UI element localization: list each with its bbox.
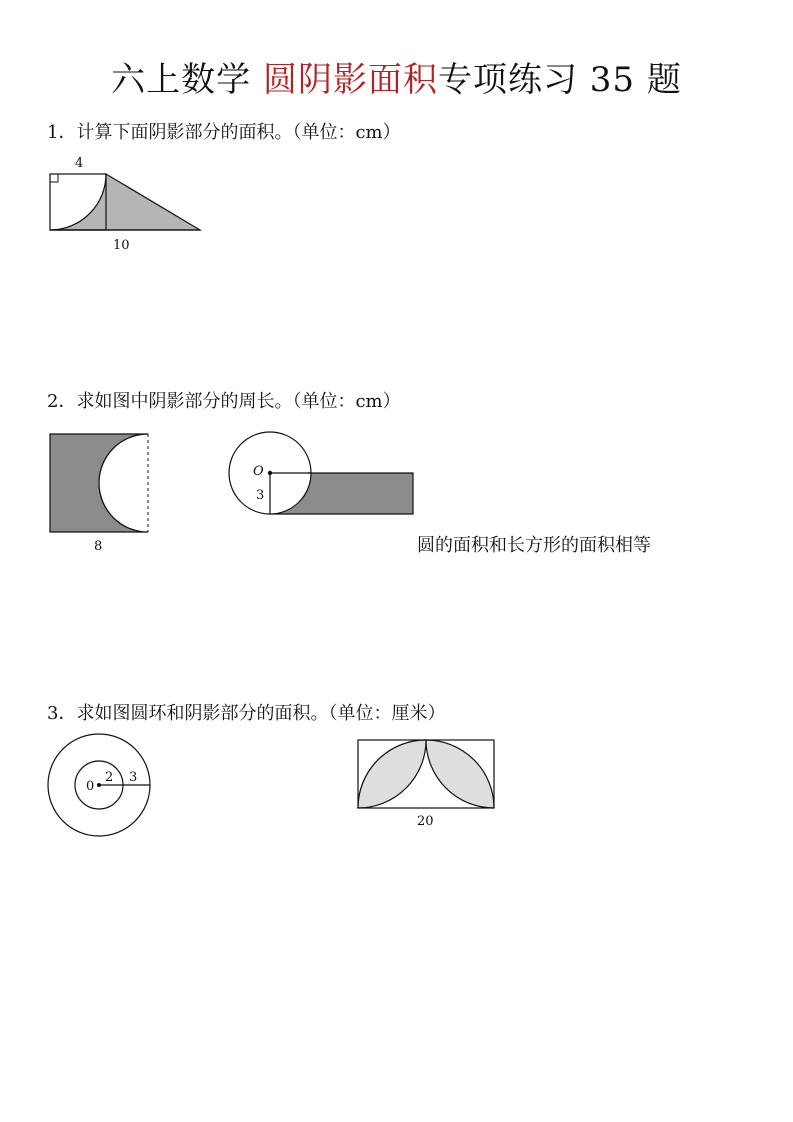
question-2-figure-left [40,425,160,555]
q3-label-center: 0 [86,779,95,794]
q3-right-leaf-fill [426,740,494,808]
q2-center-point [268,471,272,475]
q3-label-outer: 3 [129,770,138,785]
q2-label-radius: 3 [256,488,265,503]
title-part-3: 专项练习 35 题 [437,60,682,100]
q3-label-inner: 2 [105,770,114,785]
question-1-text: 1．计算下面阴影部分的面积。（单位：cm） [47,122,401,143]
q2-label-center: O [253,464,264,479]
q3-label-bottom: 20 [417,814,434,829]
q3-left-leaf-fill [358,740,426,808]
question-3-figure-right [350,733,505,833]
question-2-figure-right [220,425,420,525]
q3-center-point [97,783,101,787]
q1-label-top: 4 [75,156,84,171]
q1-label-bottom: 10 [113,238,130,253]
question-2-text: 2．求如图中阴影部分的周长。（单位：cm） [47,391,401,412]
q1-right-angle-marker [50,174,58,182]
title-part-1: 六上数学 [111,60,263,100]
question-1-figure [40,150,215,255]
title-highlight: 圆阴影面积 [262,60,438,100]
page-title [0,58,793,102]
q2-label-bottom: 8 [94,539,103,554]
question-3-figure-left [40,730,170,845]
q2-note: 圆的面积和长方形的面积相等 [417,535,651,556]
q1-shaded-region [50,174,200,230]
question-3-text: 3．求如图圆环和阴影部分的面积。（单位：厘米） [47,703,446,724]
